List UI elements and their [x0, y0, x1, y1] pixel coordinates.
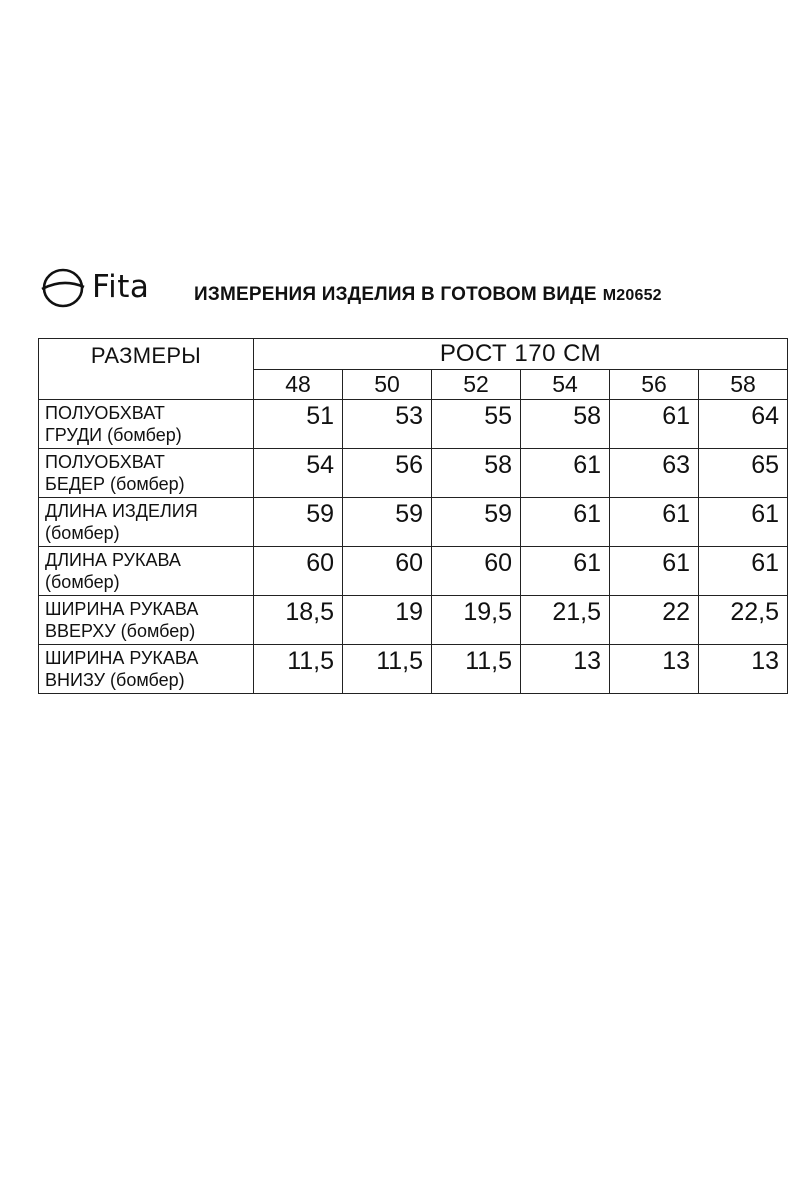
- table-row: [39, 400, 788, 449]
- sizes-header: РАЗМЕРЫ: [39, 339, 254, 400]
- table-cell: 59: [254, 498, 343, 547]
- table-cell: 51: [254, 400, 343, 449]
- model-code: M20652: [602, 287, 662, 304]
- table-cell: 58: [432, 449, 521, 498]
- table-cell: 18,5: [254, 596, 343, 645]
- table-cell: 21,5: [521, 596, 610, 645]
- row-label: ШИРИНА РУКАВА ВНИЗУ (бомбер): [39, 645, 254, 694]
- size-header: 48: [254, 370, 343, 400]
- size-header: 58: [699, 370, 788, 400]
- table-cell: 13: [521, 645, 610, 694]
- table-cell: 22: [610, 596, 699, 645]
- table-cell: 58: [521, 400, 610, 449]
- table-row: [39, 498, 788, 547]
- table-cell: 61: [521, 547, 610, 596]
- title-text: ИЗМЕРЕНИЯ ИЗДЕЛИЯ В ГОТОВОМ ВИДЕ: [194, 284, 597, 305]
- size-header: 56: [610, 370, 699, 400]
- table-cell: 13: [699, 645, 788, 694]
- table-cell: 61: [610, 547, 699, 596]
- size-header: 54: [521, 370, 610, 400]
- table-cell: 13: [610, 645, 699, 694]
- table-cell: 60: [343, 547, 432, 596]
- table-cell: 63: [610, 449, 699, 498]
- table-row: [39, 596, 788, 645]
- document-title: [194, 284, 662, 306]
- table-header-row: [39, 339, 788, 370]
- table-cell: 61: [610, 400, 699, 449]
- fita-logo-icon: [40, 264, 86, 310]
- row-label: ПОЛУОБХВАТ БЕДЕР (бомбер): [39, 449, 254, 498]
- row-label: ПОЛУОБХВАТ ГРУДИ (бомбер): [39, 400, 254, 449]
- document-header: [40, 262, 790, 312]
- table-cell: 19: [343, 596, 432, 645]
- table-cell: 64: [699, 400, 788, 449]
- table-row: [39, 449, 788, 498]
- table-cell: 53: [343, 400, 432, 449]
- table-cell: 11,5: [432, 645, 521, 694]
- table-cell: 61: [521, 498, 610, 547]
- brand-name: Fita: [92, 268, 150, 305]
- table-cell: 61: [699, 547, 788, 596]
- height-header: РОСТ 170 СМ: [254, 339, 788, 370]
- size-chart-table: [38, 338, 788, 694]
- table-cell: 60: [254, 547, 343, 596]
- table-cell: 61: [521, 449, 610, 498]
- table-cell: 19,5: [432, 596, 521, 645]
- table-cell: 60: [432, 547, 521, 596]
- table-cell: 56: [343, 449, 432, 498]
- table-cell: 11,5: [343, 645, 432, 694]
- table-cell: 65: [699, 449, 788, 498]
- row-label: ДЛИНА РУКАВА (бомбер): [39, 547, 254, 596]
- size-header: 52: [432, 370, 521, 400]
- table-row: [39, 645, 788, 694]
- size-header: 50: [343, 370, 432, 400]
- row-label: ДЛИНА ИЗДЕЛИЯ (бомбер): [39, 498, 254, 547]
- table-row: [39, 547, 788, 596]
- table-cell: 54: [254, 449, 343, 498]
- row-label: ШИРИНА РУКАВА ВВЕРХУ (бомбер): [39, 596, 254, 645]
- table-cell: 61: [699, 498, 788, 547]
- table-cell: 55: [432, 400, 521, 449]
- table-cell: 59: [432, 498, 521, 547]
- table-cell: 59: [343, 498, 432, 547]
- table-cell: 11,5: [254, 645, 343, 694]
- brand-logo: [40, 262, 149, 312]
- table-cell: 22,5: [699, 596, 788, 645]
- table-cell: 61: [610, 498, 699, 547]
